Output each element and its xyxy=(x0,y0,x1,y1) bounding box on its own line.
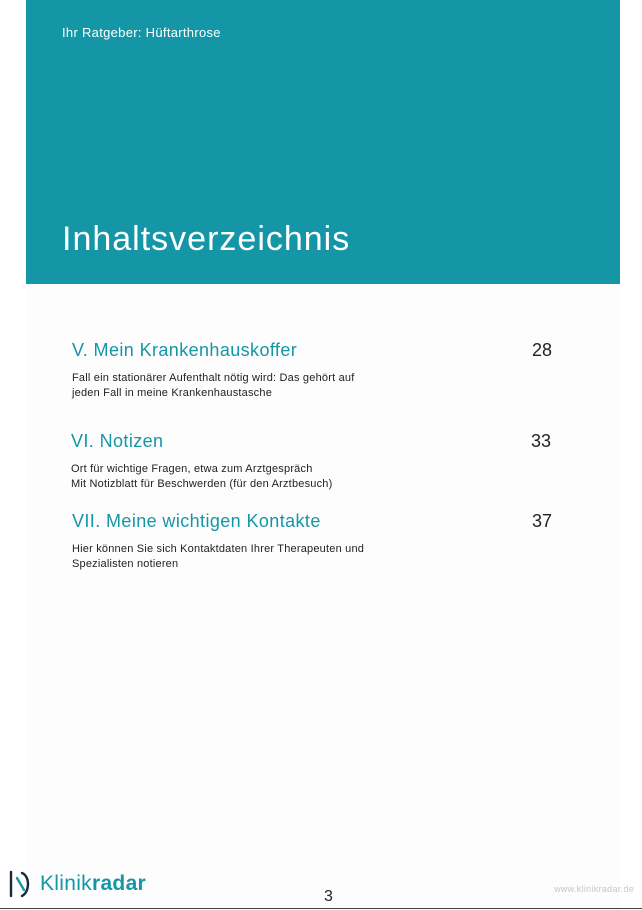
page-number: 3 xyxy=(324,888,333,905)
toc-entry-description: Ort für wichtige Fragen, etwa zum Arztgespräch Mit Notizblatt für Beschwerden (für den Arztbesuch) xyxy=(71,463,333,490)
logo-text-regular: Klinik xyxy=(40,872,92,895)
klinikradar-logo xyxy=(8,870,146,898)
klinikradar-logo-icon xyxy=(8,870,32,898)
footer-divider xyxy=(0,908,642,909)
toc-entry-description: Hier können Sie sich Kontaktdaten Ihrer Therapeuten und Spezialisten notieren xyxy=(72,543,365,570)
logo-wordmark xyxy=(40,872,146,896)
toc-entry-kontakte[interactable] xyxy=(72,511,556,572)
footer-url[interactable]: www.klinikradar.de xyxy=(554,884,634,894)
page-title: Inhaltsverzeichnis xyxy=(62,220,351,258)
toc-entry-notizen[interactable] xyxy=(71,431,555,492)
toc-entry-page-number: 33 xyxy=(530,431,551,451)
header-subtitle: Ihr Ratgeber: Hüftarthrose xyxy=(62,25,221,40)
toc-entry-title[interactable]: VI. Notizen xyxy=(71,431,164,451)
toc-entry-title[interactable]: V. Mein Krankenhauskoffer xyxy=(72,340,298,360)
toc-entry-description: Fall ein stationärer Aufenthalt nötig wird: Das gehört auf jeden Fall in meine Krankenhaustasche xyxy=(72,372,355,399)
logo-text-bold: radar xyxy=(91,872,147,895)
toc-entry-page-number: 28 xyxy=(531,340,552,360)
toc-entry-title[interactable]: VII. Meine wichtigen Kontakte xyxy=(72,511,321,531)
toc-entry-krankenhauskoffer[interactable] xyxy=(72,340,556,401)
toc-entry-page-number: 37 xyxy=(531,511,552,531)
